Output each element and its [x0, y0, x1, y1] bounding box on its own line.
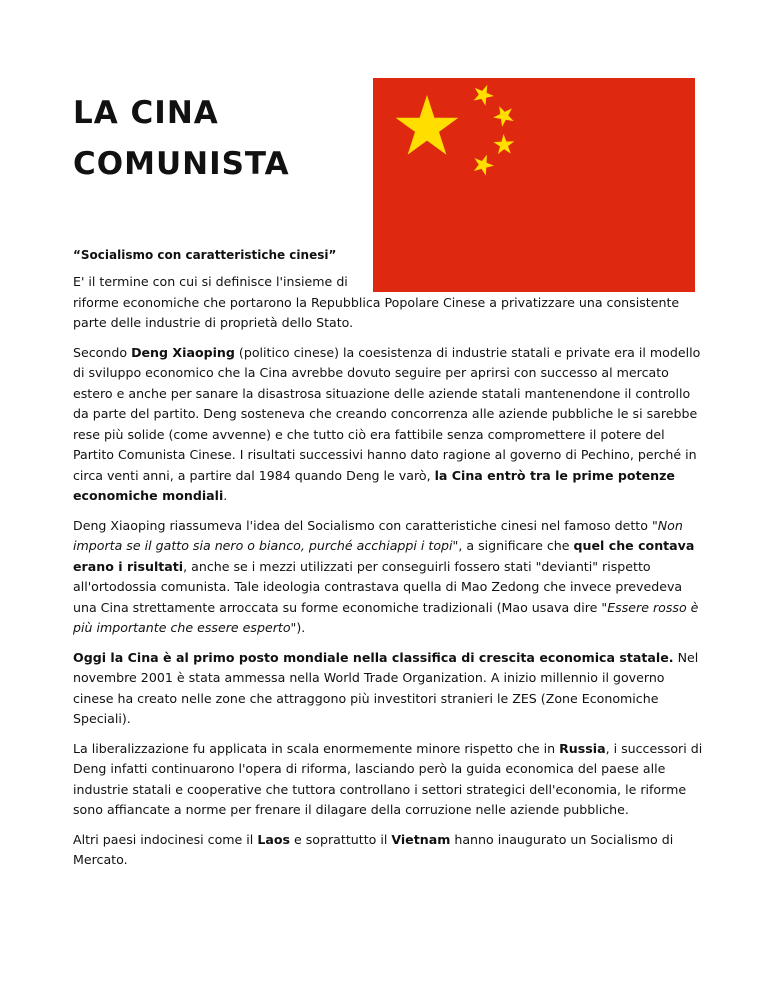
p3-text: ", a significare che: [452, 538, 574, 553]
p5-text: , i successori di Deng infatti continuarono l'opera di riforma, lasciando però la guida economica del paese alle industrie statali e cooperative che tuttora controllano i settori strategici dell'economia, le riforme sono affiancate a norme per frenare il dilagare della corruzione nelle aziende pubbliche.: [73, 740, 703, 817]
p1-part-a: E' il termine con cui si definisce l'insieme di: [73, 274, 348, 289]
paragraph-3: [73, 516, 703, 639]
p2-bold-deng: Deng Xiaoping: [131, 344, 235, 360]
p3-italic-quote: Non importa se il gatto sia nero o bianco, purché acchiappi i topi: [73, 517, 683, 553]
p4-bold-lead: Oggi la Cina è al primo posto mondiale nella classifica di crescita economica statale.: [73, 649, 674, 665]
paragraph-2: [73, 343, 703, 507]
paragraph-6: [73, 830, 703, 871]
p2-text: (politico cinese) la coesistenza di industrie statali e private era il modello di sviluppo economico che la Cina avrebbe dovuto seguire per aprirsi con successo al mercato estero e anche per sanare la disastrosa situazione delle aziende statali mantenendone il controllo da parte del partito. Deng sosteneva che creando concorrenza alle aziende pubbliche le si sarebbe rese più solide (come avvenne) e che tutto ciò era fattibile senza compromettere il potere del Partito Comunista Cinese. I risultati successivi hanno dato ragione al governo di Pechino, perché in circa venti anni, a partire dal 1984 quando Deng le varò,: [73, 344, 701, 483]
p2-text: Secondo: [73, 344, 132, 360]
p3-bold-results: quel che contava erano i risultati: [73, 538, 695, 574]
paragraph-4: [73, 648, 703, 730]
p3-italic-mao-quote: Essere rosso è più importante che essere esperto: [73, 599, 699, 635]
p6-bold-vietnam: Vietnam: [391, 831, 451, 847]
china-flag-icon: [373, 78, 695, 292]
document-body: [73, 272, 703, 880]
p6-text: Altri paesi indocinesi come il: [73, 831, 258, 847]
p3-text: Deng Xiaoping riassumeva l'idea del Socialismo con caratteristiche cinesi nel famoso detto ": [73, 517, 658, 533]
p4-text: Nel novembre 2001 è stata ammessa nella World Trade Organization. A inizio millennio il governo cinese ha creato nelle zone che attraggono più investitori stranieri le ZES (Zone Economiche Speciali).: [73, 649, 699, 726]
title-line-1: LA CINA: [73, 95, 219, 131]
p2-bold-conclusion: la Cina entrò tra le prime potenze economiche mondiali: [73, 467, 675, 503]
p3-text: ").: [290, 620, 306, 635]
page-title: [73, 88, 363, 190]
p3-text: , anche se i mezzi utilizzati per conseguirli fossero stati "devianti" rispetto all'ortodossia comunista. Tale ideologia contrastava quella di Mao Zedong che invece prevedeva una Cina strettamente arroccata su forme economiche tradizionali (Mao usava dire ": [73, 558, 683, 615]
p5-text: La liberalizzazione fu applicata in scala enormemente minore rispetto che in: [73, 740, 560, 756]
p1-part-b: riforme economiche che portarono la Repubblica Popolare Cinese a privatizzare una consistente parte delle industrie di proprietà dello Stato.: [73, 294, 680, 330]
subtitle: “Socialismo con caratteristiche cinesi”: [73, 248, 337, 262]
paragraph-5: [73, 739, 703, 821]
title-line-2: COMUNISTA: [73, 146, 290, 182]
p6-text: hanno inaugurato un Socialismo di Mercato.: [73, 831, 674, 867]
p6-text: e soprattutto il: [289, 831, 392, 847]
p5-bold-russia: Russia: [559, 740, 606, 756]
p6-bold-laos: Laos: [257, 831, 290, 847]
paragraph-1: [73, 272, 703, 334]
p2-text: .: [223, 488, 228, 503]
